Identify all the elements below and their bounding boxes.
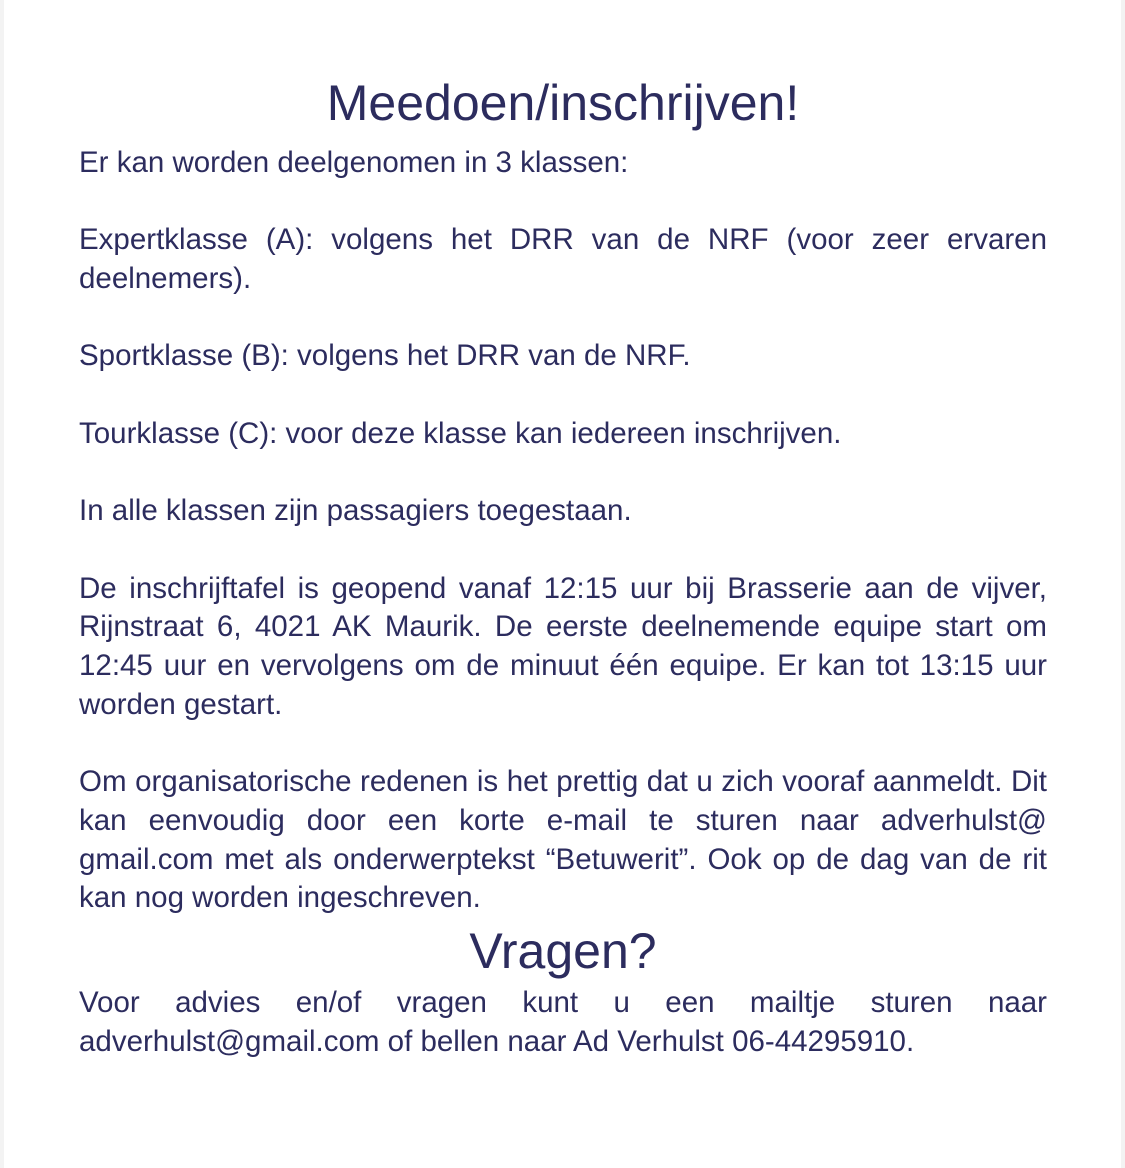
preregistration-text: Om organisatorische redenen is het prettig dat u zich vooraf aanmeldt. Dit kan eenvoudig door een korte e-mail te sturen naar adverhulst@ gmail.com met als onderwerptekst “Betuwerit”. Ook op de dag van de rit kan nog worden ingeschreven. (79, 765, 1047, 915)
class-b-text: Sportklasse (B): volgens het DRR van de NRF. (79, 339, 691, 373)
passengers-text: In alle klassen zijn passagiers toegestaan. (79, 494, 632, 528)
section-title-vragen: Vragen? (469, 922, 657, 979)
class-a-text: Expertklasse (A): volgens het DRR van de NRF (voor zeer ervaren deelnemers). (79, 223, 1047, 296)
article-content (79, 70, 1047, 1061)
section-title-meedoen: Meedoen/inschrijven! (326, 75, 800, 131)
class-c-text: Tourklasse (C): voor deze klasse kan iedereen inschrijven. (79, 416, 842, 450)
intro-text: Er kan worden deelgenomen in 3 klassen: (79, 146, 629, 179)
registration-text: De inschrijftafel is geopend vanaf 12:15 uur bij Brasserie aan de vijver, Rijnstraat 6, 4021 AK Maurik. De eerste deelnemende equipe start om 12:45 uur en vervolgens om de minuut één equipe. Er kan tot 13:15 uur worden gestart. (79, 571, 1047, 721)
questions-text: Voor advies en/of vragen kunt u een mailtje sturen naar adverhulst@gmail.com of bellen naar Ad Verhulst 06-44295910. (79, 985, 1047, 1058)
page (4, 0, 1121, 1168)
